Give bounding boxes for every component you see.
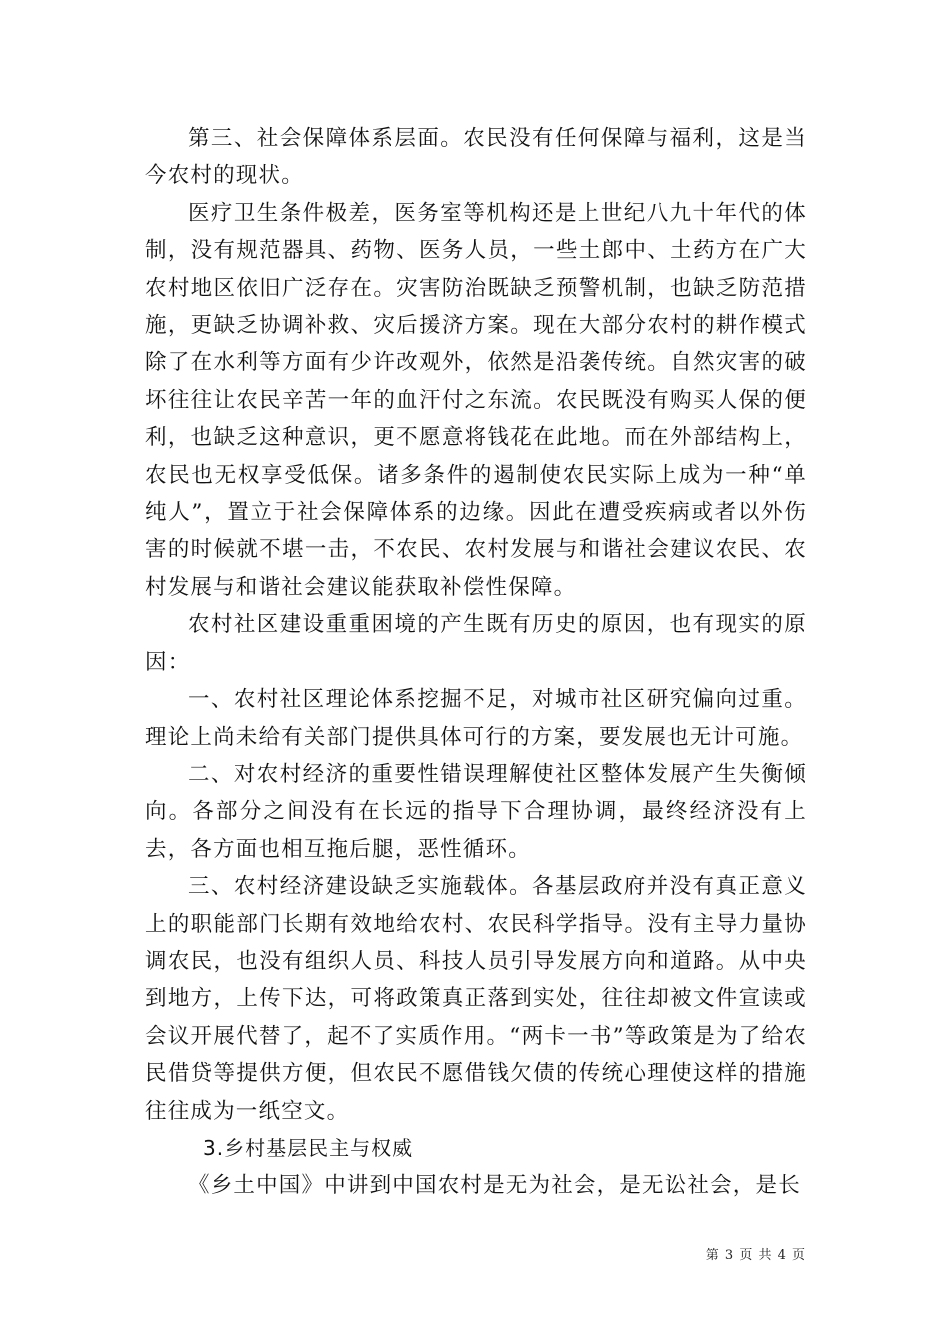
page-number: 第 3 页 共 4 页 xyxy=(705,1248,806,1263)
paragraph-social-security: 第三、社会保障体系层面。农民没有任何保障与福利，这是当今农村的现状。 xyxy=(145,126,807,189)
body-text xyxy=(145,120,807,1205)
paragraph-cause-two: 二、对农村经济的重要性错误理解使社区整体发展产生失衡倾向。各部分之间没有在长远的指导下合理协调，最终经济没有上去，各方面也相互拖后腿，恶性循环。 xyxy=(145,761,807,862)
section-heading: 3.乡村基层民主与权威 xyxy=(203,1135,414,1160)
paragraph-causes-intro: 农村社区建设重重困境的产生既有历史的原因，也有现实的原因： xyxy=(145,612,807,675)
paragraph-medical-conditions: 医疗卫生条件极差，医务室等机构还是上世纪八九十年代的体制，没有规范器具、药物、医务人员，一些土郎中、土药方在广大农村地区依旧广泛存在。灾害防治既缺乏预警机制，也缺乏防范措施，更缺乏协调补救、灾后援济方案。现在大部分农村的耕作模式除了在水利等方面有少许改观外，依然是沿袭传统。自然灾害的破坏往往让农民辛苦一年的血汗付之东流。农民既没有购买人保的便利，也缺乏这种意识，更不愿意将钱花在此地。而在外部结构上，农民也无权享受低保。诸多条件的遏制使农民实际上成为一种“单纯人”，置立于社会保障体系的边缘。因此在遭受疾病或者以外伤害的时候就不堪一击，不农民、农村发展与和谐社会建议农民、农村发展与和谐社会建议能获取补偿性保障。 xyxy=(145,200,807,600)
paragraph-cause-three: 三、农村经济建设缺乏实施载体。各基层政府并没有真正意义上的职能部门长期有效地给农村、农民科学指导。没有主导力量协调农民，也没有组织人员、科技人员引导发展方向和道路。从中央到地方，上传下达，可将政策真正落到实处，往往却被文件宣读或会议开展代替了，起不了实质作用。“两卡一书”等政策是为了给农民借贷等提供方便，但农民不愿借钱欠债的传统心理使这样的措施往往成为一纸空文。 xyxy=(145,874,807,1124)
paragraph-cause-one: 一、农村社区理论体系挖掘不足，对城市社区研究偏向过重。理论上尚未给有关部门提供具体可行的方案，要发展也无计可施。 xyxy=(145,687,807,750)
paragraph-rural-society: 《乡土中国》中讲到中国农村是无为社会，是无讼社会，是长 xyxy=(188,1173,801,1199)
